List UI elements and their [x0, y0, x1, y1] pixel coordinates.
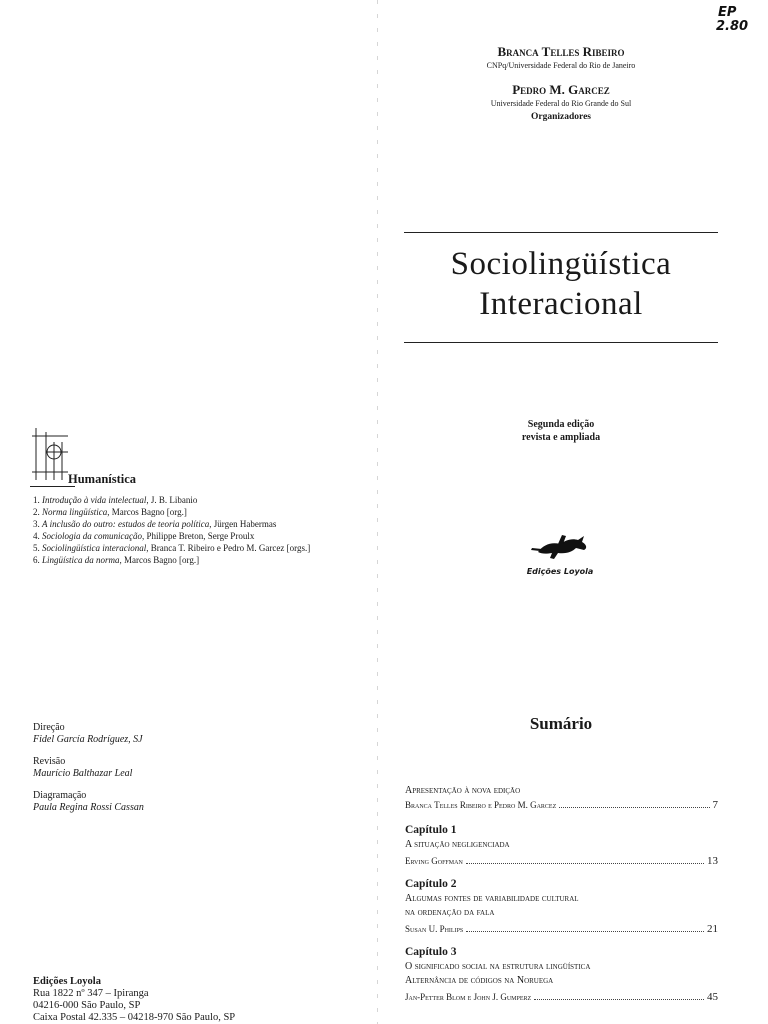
authors-block	[404, 44, 718, 124]
toc-entry	[405, 990, 718, 1004]
series-item-author: , J. B. Libanio	[146, 495, 198, 505]
toc-entry-author: Susan U. Philips	[405, 924, 464, 934]
series-name: Humanística	[68, 472, 137, 486]
toc-chapter-title: O significado social na estrutura lingüística	[405, 961, 591, 972]
series-item-author: , Jürgen Habermas	[209, 519, 277, 529]
series-logo	[32, 428, 68, 485]
credit-role: Direção	[33, 722, 65, 733]
toc-heading: Sumário	[529, 714, 593, 733]
publisher-logo	[510, 532, 610, 576]
toc-leader	[466, 931, 704, 932]
toc-leader	[559, 807, 709, 808]
toc-intro-title: Apresentação à nova edição	[405, 785, 521, 796]
toc-page-number: 13	[707, 855, 718, 867]
book-title	[404, 244, 718, 324]
series-item	[33, 494, 373, 506]
series-item-number: 4.	[33, 531, 40, 541]
toc-page-number: 21	[707, 923, 718, 935]
series-item-number: 6.	[33, 555, 40, 565]
series-rule	[30, 486, 75, 487]
credit-name: Paula Regina Rossi Cassan	[33, 802, 144, 813]
series-item-number: 2.	[33, 507, 40, 517]
toc-chapter-title: Alternância de códigos na Noruega	[405, 975, 554, 986]
author-affiliation: CNPq/Universidade Federal do Rio de Janeiro	[486, 61, 636, 70]
toc-entry-author: Branca Telles Ribeiro e Pedro M. Garcez	[405, 800, 557, 810]
toc-entry-author: Jan-Petter Blom e John J. Gumperz	[405, 992, 532, 1002]
author-name: Branca Telles Ribeiro	[497, 44, 625, 59]
handwritten-note	[718, 6, 748, 34]
credit-role: Revisão	[33, 756, 66, 767]
credits-block	[33, 722, 333, 814]
credit-name: Fidel García Rodríguez, SJ	[33, 734, 143, 745]
series-item	[33, 506, 373, 518]
handwritten-line-2: 2.80	[716, 19, 749, 34]
title-rule-bottom	[404, 342, 718, 343]
page-fold-line	[377, 0, 378, 1024]
address-line: 04216-000 São Paulo, SP	[33, 1000, 141, 1011]
publisher-logo-text: Edições Loyola	[526, 567, 594, 576]
toc-page-number: 45	[707, 991, 718, 1003]
horse-rider-icon	[528, 532, 592, 562]
title-rule-top	[404, 232, 718, 233]
series-item-number: 1.	[33, 495, 40, 505]
series-item-number: 5.	[33, 543, 40, 553]
toc-entry	[405, 854, 718, 868]
author-name: Pedro M. Garcez	[512, 82, 610, 97]
series-item-number: 3.	[33, 519, 40, 529]
toc-entry	[405, 922, 718, 936]
publisher-address	[33, 976, 373, 1024]
series-emblem-icon	[32, 428, 68, 480]
series-item-author: , Marcos Bagno [org.]	[107, 507, 187, 517]
toc-entry-author: Erving Goffman	[405, 856, 463, 866]
publisher-name: Edições Loyola	[33, 976, 101, 987]
edition-line-2: revista e ampliada	[521, 432, 601, 443]
series-item-title: Sociolingüística interacional	[42, 543, 147, 553]
series-item	[33, 530, 373, 542]
address-line: Rua 1822 nº 347 – Ipiranga	[33, 988, 149, 999]
series-item-title: Introdução à vida intelectual	[42, 495, 147, 505]
series-item-title: Norma lingüística	[42, 507, 108, 517]
toc-page-number: 7	[712, 799, 718, 811]
series-item	[33, 542, 373, 554]
book-title-line-2: Interacional	[479, 286, 643, 322]
book-title-line-1: Sociolingüística	[450, 246, 672, 282]
series-item-title: A inclusão do outro: estudos de teoria política	[42, 519, 210, 529]
address-line: Caixa Postal 42.335 – 04218-970 São Paulo, SP	[33, 1012, 236, 1023]
credit-role: Diagramação	[33, 790, 87, 801]
series-item	[33, 554, 373, 566]
edition-line-1: Segunda edição	[527, 419, 595, 430]
series-item-title: Lingüística da norma	[42, 555, 120, 565]
handwritten-line-1: EP	[718, 5, 737, 20]
toc-leader	[466, 863, 704, 864]
series-item-author: , Marcos Bagno [org.]	[119, 555, 200, 565]
series-item-title: Sociologia da comunicação	[42, 531, 142, 541]
toc-chapter-title: A situação negligenciada	[405, 839, 510, 850]
series-list	[33, 494, 373, 566]
edition-note	[404, 418, 718, 444]
organizers-label: Organizadores	[531, 112, 591, 122]
author-affiliation: Universidade Federal do Rio Grande do Sul	[490, 99, 632, 108]
credit-name: Maurício Balthazar Leal	[33, 768, 133, 779]
toc-chapter-title: na ordenação da fala	[405, 907, 495, 918]
toc	[405, 784, 720, 1004]
toc-leader	[534, 999, 704, 1000]
toc-chapter-label: Capítulo 2	[405, 878, 457, 890]
toc-entry	[405, 798, 718, 812]
series-item-author: , Branca T. Ribeiro e Pedro M. Garcez [orgs.]	[146, 543, 311, 553]
series-item	[33, 518, 373, 530]
toc-chapter-label: Capítulo 3	[405, 946, 457, 958]
toc-chapter-title: Algumas fontes de variabilidade cultural	[405, 893, 579, 904]
toc-chapter-label: Capítulo 1	[405, 824, 457, 836]
series-item-author: , Philippe Breton, Serge Proulx	[141, 531, 255, 541]
